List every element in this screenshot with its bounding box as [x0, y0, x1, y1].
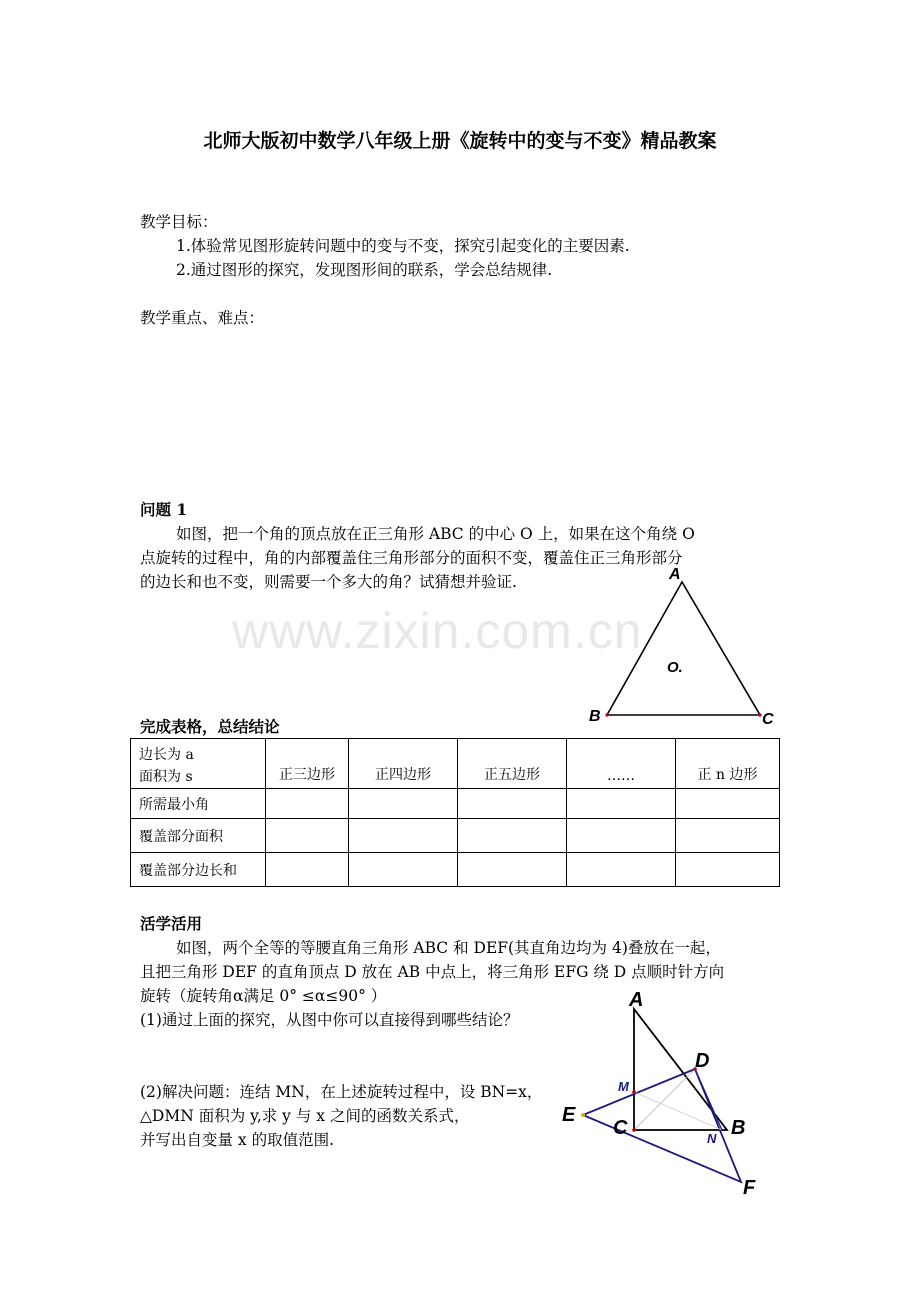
problem1-line: 的边长和也不变，则需要一个多大的角？试猜想并验证.	[140, 573, 517, 591]
question-1: (1)通过上面的探究，从图中你可以直接得到哪些结论？	[140, 1011, 519, 1029]
segment-dn	[695, 1069, 722, 1130]
column-header: ……	[567, 739, 676, 789]
corner-cell	[131, 739, 266, 789]
table-cell[interactable]	[349, 789, 458, 819]
triangle-figure	[585, 562, 785, 732]
table-cell[interactable]	[676, 853, 780, 887]
rotation-figure	[555, 985, 795, 1200]
table-cell[interactable]	[458, 819, 567, 853]
label-c: C	[762, 711, 774, 728]
point-marker-e	[581, 1113, 585, 1117]
corner-line: 边长为 a	[139, 747, 194, 763]
problem1-line: 如图，把一个角的顶点放在正三角形 ABC 的中心 O 上，如果在这个角绕 O	[176, 525, 695, 543]
problem1-heading: 问题 1	[140, 500, 188, 519]
column-header: 正四边形	[349, 739, 458, 789]
label-m: M	[618, 1079, 629, 1094]
segment-dc	[634, 1069, 695, 1130]
triangle-def	[583, 1069, 741, 1182]
objective-item: 2.通过图形的探究，发现图形间的联系，学会总结规律.	[176, 261, 553, 279]
table-cell[interactable]	[676, 789, 780, 819]
vertex-marker-b	[605, 713, 608, 716]
label-c: C	[613, 1117, 628, 1139]
table-cell[interactable]	[349, 819, 458, 853]
page-title: 北师大版初中数学八年级上册《旋转中的变与不变》精品教案	[203, 130, 717, 152]
label-a: A	[629, 989, 644, 1011]
problem1-line: 点旋转的过程中，角的内部覆盖住三角形部分的面积不变，覆盖住正三角形部分	[140, 549, 683, 567]
table-cell[interactable]	[266, 853, 349, 887]
practice-heading: 活学活用	[140, 914, 203, 933]
label-f: F	[743, 1177, 756, 1199]
segment-mn	[634, 1092, 722, 1130]
point-marker-m	[632, 1090, 636, 1094]
table-cell[interactable]	[349, 853, 458, 887]
point-marker-c	[632, 1128, 636, 1132]
table-heading: 完成表格，总结结论	[140, 717, 280, 736]
practice-line: 且把三角形 DEF 的直角顶点 D 放在 AB 中点上，将三角形 EFG 绕 D 点顺时针方向	[140, 963, 725, 981]
question-2-line: 并写出自变量 x 的取值范围.	[140, 1131, 335, 1149]
column-header: 正五边形	[458, 739, 567, 789]
objective-item: 1.体验常见图形旋转问题中的变与不变，探究引起变化的主要因素.	[176, 237, 630, 255]
table-cell[interactable]	[458, 789, 567, 819]
objectives-heading: 教学目标：	[140, 213, 218, 231]
summary-table	[130, 738, 780, 887]
label-o: O.	[667, 659, 683, 676]
table-cell[interactable]	[458, 853, 567, 887]
corner-line: 面积为 s	[139, 769, 193, 785]
question-2-line: △DMN 面积为 y,求 y 与 x 之间的函数关系式，	[140, 1107, 470, 1125]
row-header: 覆盖部分边长和	[131, 853, 266, 887]
table-cell[interactable]	[567, 819, 676, 853]
label-n: N	[707, 1131, 717, 1146]
question-2-line: (2)解决问题：连结 MN，在上述旋转过程中，设 BN=x，	[140, 1083, 543, 1101]
row-header: 覆盖部分面积	[131, 819, 266, 853]
label-d: D	[695, 1050, 710, 1072]
table-cell[interactable]	[676, 819, 780, 853]
label-b: B	[589, 708, 601, 725]
triangle-abc	[607, 582, 760, 715]
label-a: A	[669, 566, 681, 583]
watermark: www.zixin.com.cn	[232, 603, 643, 659]
practice-line: 如图，两个全等的等腰直角三角形 ABC 和 DEF(其直角边均为 4)叠放在一起，	[176, 939, 721, 957]
keypoints-heading: 教学重点、难点：	[140, 309, 265, 327]
column-header: 正三边形	[266, 739, 349, 789]
row-header: 所需最小角	[131, 789, 266, 819]
table-cell[interactable]	[266, 789, 349, 819]
label-b: B	[731, 1117, 746, 1139]
table-cell[interactable]	[266, 819, 349, 853]
table-cell[interactable]	[567, 853, 676, 887]
practice-line: 旋转（旋转角α满足 0° ≤α≤90° ）	[140, 987, 387, 1005]
table-cell[interactable]	[567, 789, 676, 819]
label-e: E	[562, 1104, 576, 1126]
column-header: 正 n 边形	[676, 739, 780, 789]
